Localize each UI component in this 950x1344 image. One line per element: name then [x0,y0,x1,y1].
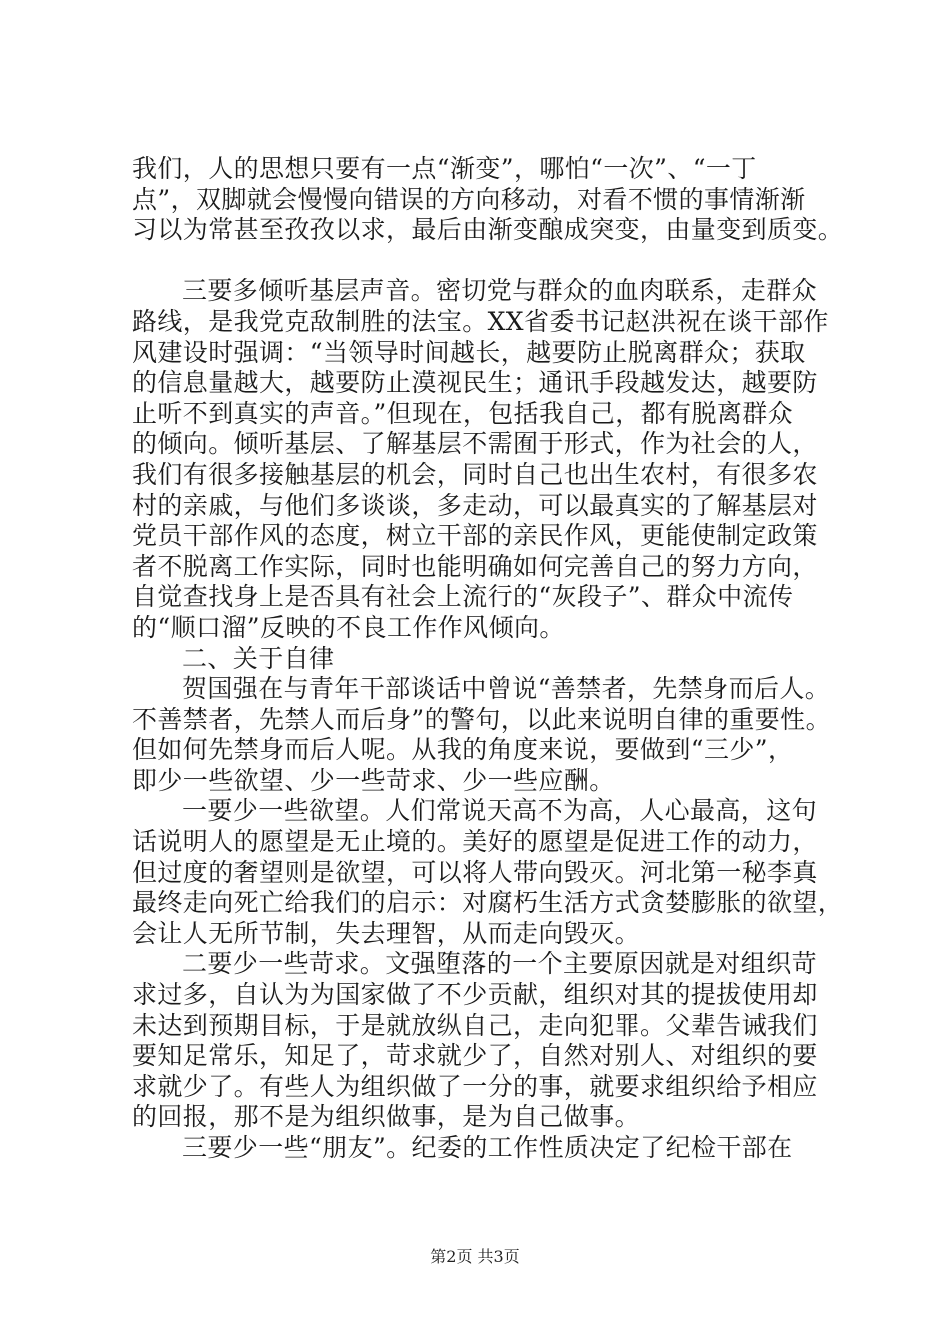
text-line: 我们，人的思想只要有一点“渐变”，哪怕“一次”、“一丁 [132,154,757,183]
text-line: 要知足常乐，知足了，苛求就少了，自然对别人、对组织的要 [132,1041,818,1071]
text-line: 止听不到真实的声音。”但现在，包括我自己，都有脱离群众 [132,398,794,428]
text-line: 求过多，自认为为国家做了不少贡献，组织对其的提拔使用却 [132,980,818,1010]
text-line: 未达到预期目标，于是就放纵自己，走向犯罪。父辈告诫我们 [132,1010,818,1040]
text-line: 点”，双脚就会慢慢向错误的方向移动，对看不惯的事情渐渐 [132,184,806,214]
text-line: 即少一些欲望、少一些苛求、少一些应酬。 [132,765,615,795]
text-line: 习以为常甚至孜孜以求，最后由渐变酿成突变，由量变到质变。 [132,215,844,245]
text-line: 但过度的奢望则是欲望，可以将人带向毁灭。河北第一秘李真 [132,857,818,887]
text-line: 党员干部作风的态度，树立干部的亲民作风，更能使制定政策 [132,521,818,551]
text-line: 风建设时强调：“当领导时间越长，越要防止脱离群众；获取 [132,337,806,367]
text-line: 自觉查找身上是否具有社会上流行的“灰段子”、群众中流传 [132,582,794,612]
text-line: 的“顺口溜”反映的不良工作作风倾向。 [132,612,565,642]
section-heading: 二、关于自律 [182,643,335,673]
text-line: 的信息量越大，越要防止漠视民生；通讯手段越发达，越要防 [132,368,818,398]
paragraph-first-line: 二要少一些苛求。文强堕落的一个主要原因就是对组织苛 [182,949,818,979]
text-line: 话说明人的愿望是无止境的。美好的愿望是促进工作的动力， [132,827,818,857]
text-line: 会让人无所节制，失去理智，从而走向毁灭。 [132,918,641,948]
paragraph-first-line: 一要少一些欲望。人们常说天高不为高，人心最高，这句 [182,796,818,826]
paragraph-first-line: 三要多倾听基层声音。密切党与群众的血肉联系，走群众 [182,276,818,306]
text-line: 者不脱离工作实际，同时也能明确如何完善自己的努力方向， [132,551,818,581]
blank-line [132,246,852,277]
paragraph-first-line: 三要少一些“朋友”。纪委的工作性质决定了纪检干部在 [182,1133,793,1162]
document-body [132,154,852,1164]
page-footer: 第2页 共3页 [430,1247,520,1266]
text-line: 求就少了。有些人为组织做了一分的事，就要求组织给予相应 [132,1071,818,1101]
text-line: 我们有很多接触基层的机会，同时自己也出生农村，有很多农 [132,459,818,489]
text-line: 的倾向。倾听基层、了解基层不需囿于形式，作为社会的人， [132,429,818,459]
text-line: 的回报，那不是为组织做事，是为自己做事。 [132,1102,641,1132]
text-line: 村的亲戚，与他们多谈谈，多走动，可以最真实的了解基层对 [132,490,818,520]
text-line: 路线，是我党克敌制胜的法宝。XX省委书记赵洪祝在谈干部作 [132,306,829,336]
text-line: 不善禁者，先禁人而后身”的警句，以此来说明自律的重要性。 [132,704,831,734]
paragraph-first-line: 贺国强在与青年干部谈话中曾说“善禁者，先禁身而后人。 [182,674,831,704]
text-line: 但如何先禁身而后人呢。从我的角度来说，要做到“三少”， [132,735,794,765]
text-line: 最终走向死亡给我们的启示：对腐朽生活方式贪婪膨胀的欲望， [132,888,844,918]
